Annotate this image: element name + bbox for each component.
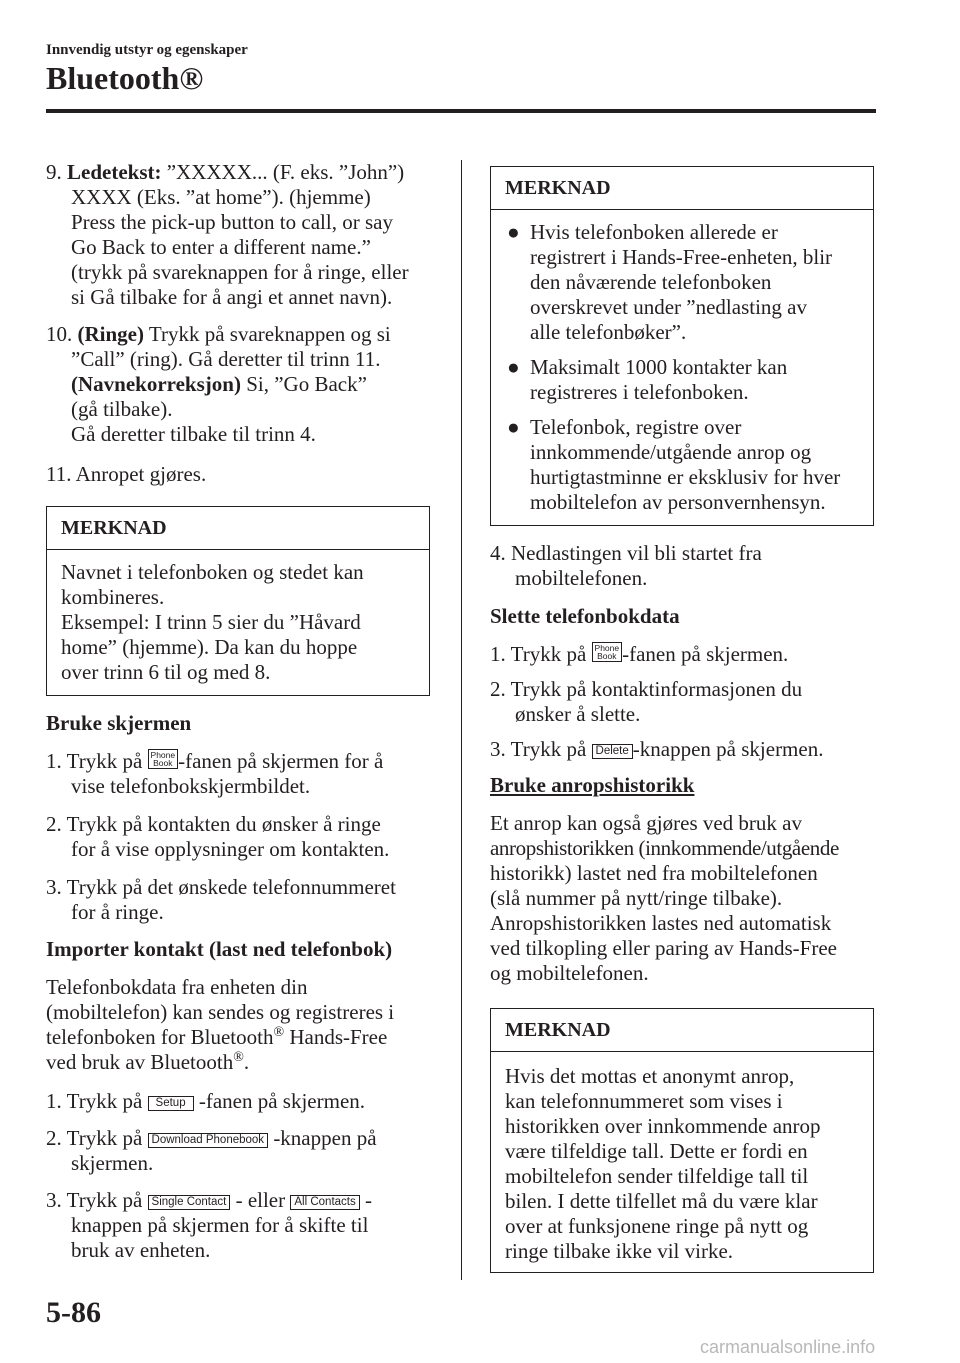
note-box-3: MERKNAD Hvis det mottas et anonymt anrop, kan telefonnummeret som vises i historikken over innkommende anrop være tilfeldige tall. Dette er fordi en mobiltelefon sender tilfeldige tall til bilen. I dette tilfellet må du være klar over at funksjonene ringe på nytt og ringe tilbake ikke vil virke.	[490, 1008, 874, 1273]
section-heading: Bruke skjermen	[46, 711, 192, 735]
page-title: Bluetooth®	[46, 60, 204, 96]
delete-button-icon: Delete	[592, 744, 633, 759]
note-bullet-1: ● Hvis telefonboken allerede er registrert i Hands-Free-enheten, blir den nåværende telefonboken overskrevet under ”nedlasting av alle telefonbøker”.	[507, 220, 833, 344]
setup-button-icon: Setup	[148, 1096, 194, 1111]
step-9: 9. Ledetekst: ”XXXXX... (F. eks. ”John”) XXXX (Eks. ”at home”). (hjemme) Press the pick-up button to call, or say Go Back to enter a different name.” (trykk på svareknappen for å ringe, eller si Gå tilbake for å angi et annet navn).	[46, 160, 409, 309]
bullet-icon: ●	[507, 355, 520, 379]
phonebook-tab-icon: Phone Book	[592, 642, 623, 662]
watermark: carmanualsonline.info	[700, 1337, 876, 1357]
section-label: Innvendig utstyr og egenskaper	[46, 42, 248, 58]
section-heading: Bruke anropshistorikk	[490, 773, 695, 797]
note-heading: MERKNAD	[491, 1009, 873, 1052]
step-11: 11. Anropet gjøres.	[46, 462, 207, 486]
note-box-2	[490, 166, 874, 526]
all-contacts-button-icon: All Contacts	[290, 1195, 359, 1210]
bullet-icon: ●	[507, 220, 520, 244]
section-import: Importer kontakt (last ned telefonbok) Telefonbokdata fra enheten din (mobiltelefon) kan sendes og registreres i telefonboken for Bluetooth® Hands-Free ved bruk av Bluetooth®. 1. Trykk på Setup -fanen på skjermen. 2. Trykk på Download Phonebook -knappen på skjermen. 3. Trykk på Single Contact - eller All Contacts - knappen på skjermen for å skifte til bruk av enheten.	[46, 937, 446, 1263]
bullet-icon: ●	[507, 415, 520, 439]
section-heading: Importer kontakt (last ned telefonbok)	[46, 937, 393, 961]
column-divider	[461, 160, 462, 1280]
step-4: 4. Nedlastingen vil bli startet fra mobiltelefonen.	[490, 541, 762, 590]
note-bullet-3: ● Telefonbok, registre over innkommende/utgående anrop og hurtigtastminne er eksklusiv for hver mobiltelefon av personvernhensyn.	[507, 415, 841, 514]
note-box-1: MERKNAD Navnet i telefonboken og stedet kan kombineres. Eksempel: I trinn 5 sier du ”Håvard home” (hjemme). Da kan du hoppe over trinn 6 til og med 8.	[46, 506, 430, 696]
note-bullet-2: ● Maksimalt 1000 kontakter kan registreres i telefonboken.	[507, 355, 788, 404]
note-heading: MERKNAD	[491, 167, 873, 210]
download-phonebook-button-icon: Download Phonebook	[148, 1133, 269, 1148]
section-heading: Slette telefonbokdata	[490, 604, 680, 628]
note-heading: MERKNAD	[47, 507, 429, 550]
phonebook-tab-icon: Phone Book	[148, 749, 179, 769]
header-rule	[46, 109, 876, 113]
page-number: 5-86	[46, 1296, 101, 1329]
section-use-screen: Bruke skjermen 1. Trykk på Phone Book -fanen på skjermen for å vise telefonbokskjermbildet. 2. Trykk på kontakten du ønsker å ringe for å vise opplysninger om kontakten. 3. Trykk på det ønskede telefonnummeret for å ringe.	[46, 711, 446, 925]
step-10: 10. (Ringe) Trykk på svareknappen og si ”Call” (ring). Gå deretter til trinn 11. (Navnekorreksjon) Si, ”Go Back” (gå tilbake). Gå deretter tilbake til trinn 4.	[46, 322, 391, 446]
single-contact-button-icon: Single Contact	[148, 1195, 231, 1210]
section-delete: Slette telefonbokdata 1. Trykk på Phone Book -fanen på skjermen. 2. Trykk på kontaktinformasjonen du ønsker å slette. 3. Trykk på Delete -knappen på skjermen.	[490, 604, 890, 762]
section-call-history: Bruke anropshistorikk Et anrop kan også gjøres ved bruk av anropshistorikken (innkommende/utgående historikk) lastet ned fra mobiltelefonen (slå nummer på nytt/ringe tilbake). Anropshistorikken lastes ned automatisk ved tilkopling eller paring av Hands-Free og mobiltelefonen.	[490, 773, 890, 986]
